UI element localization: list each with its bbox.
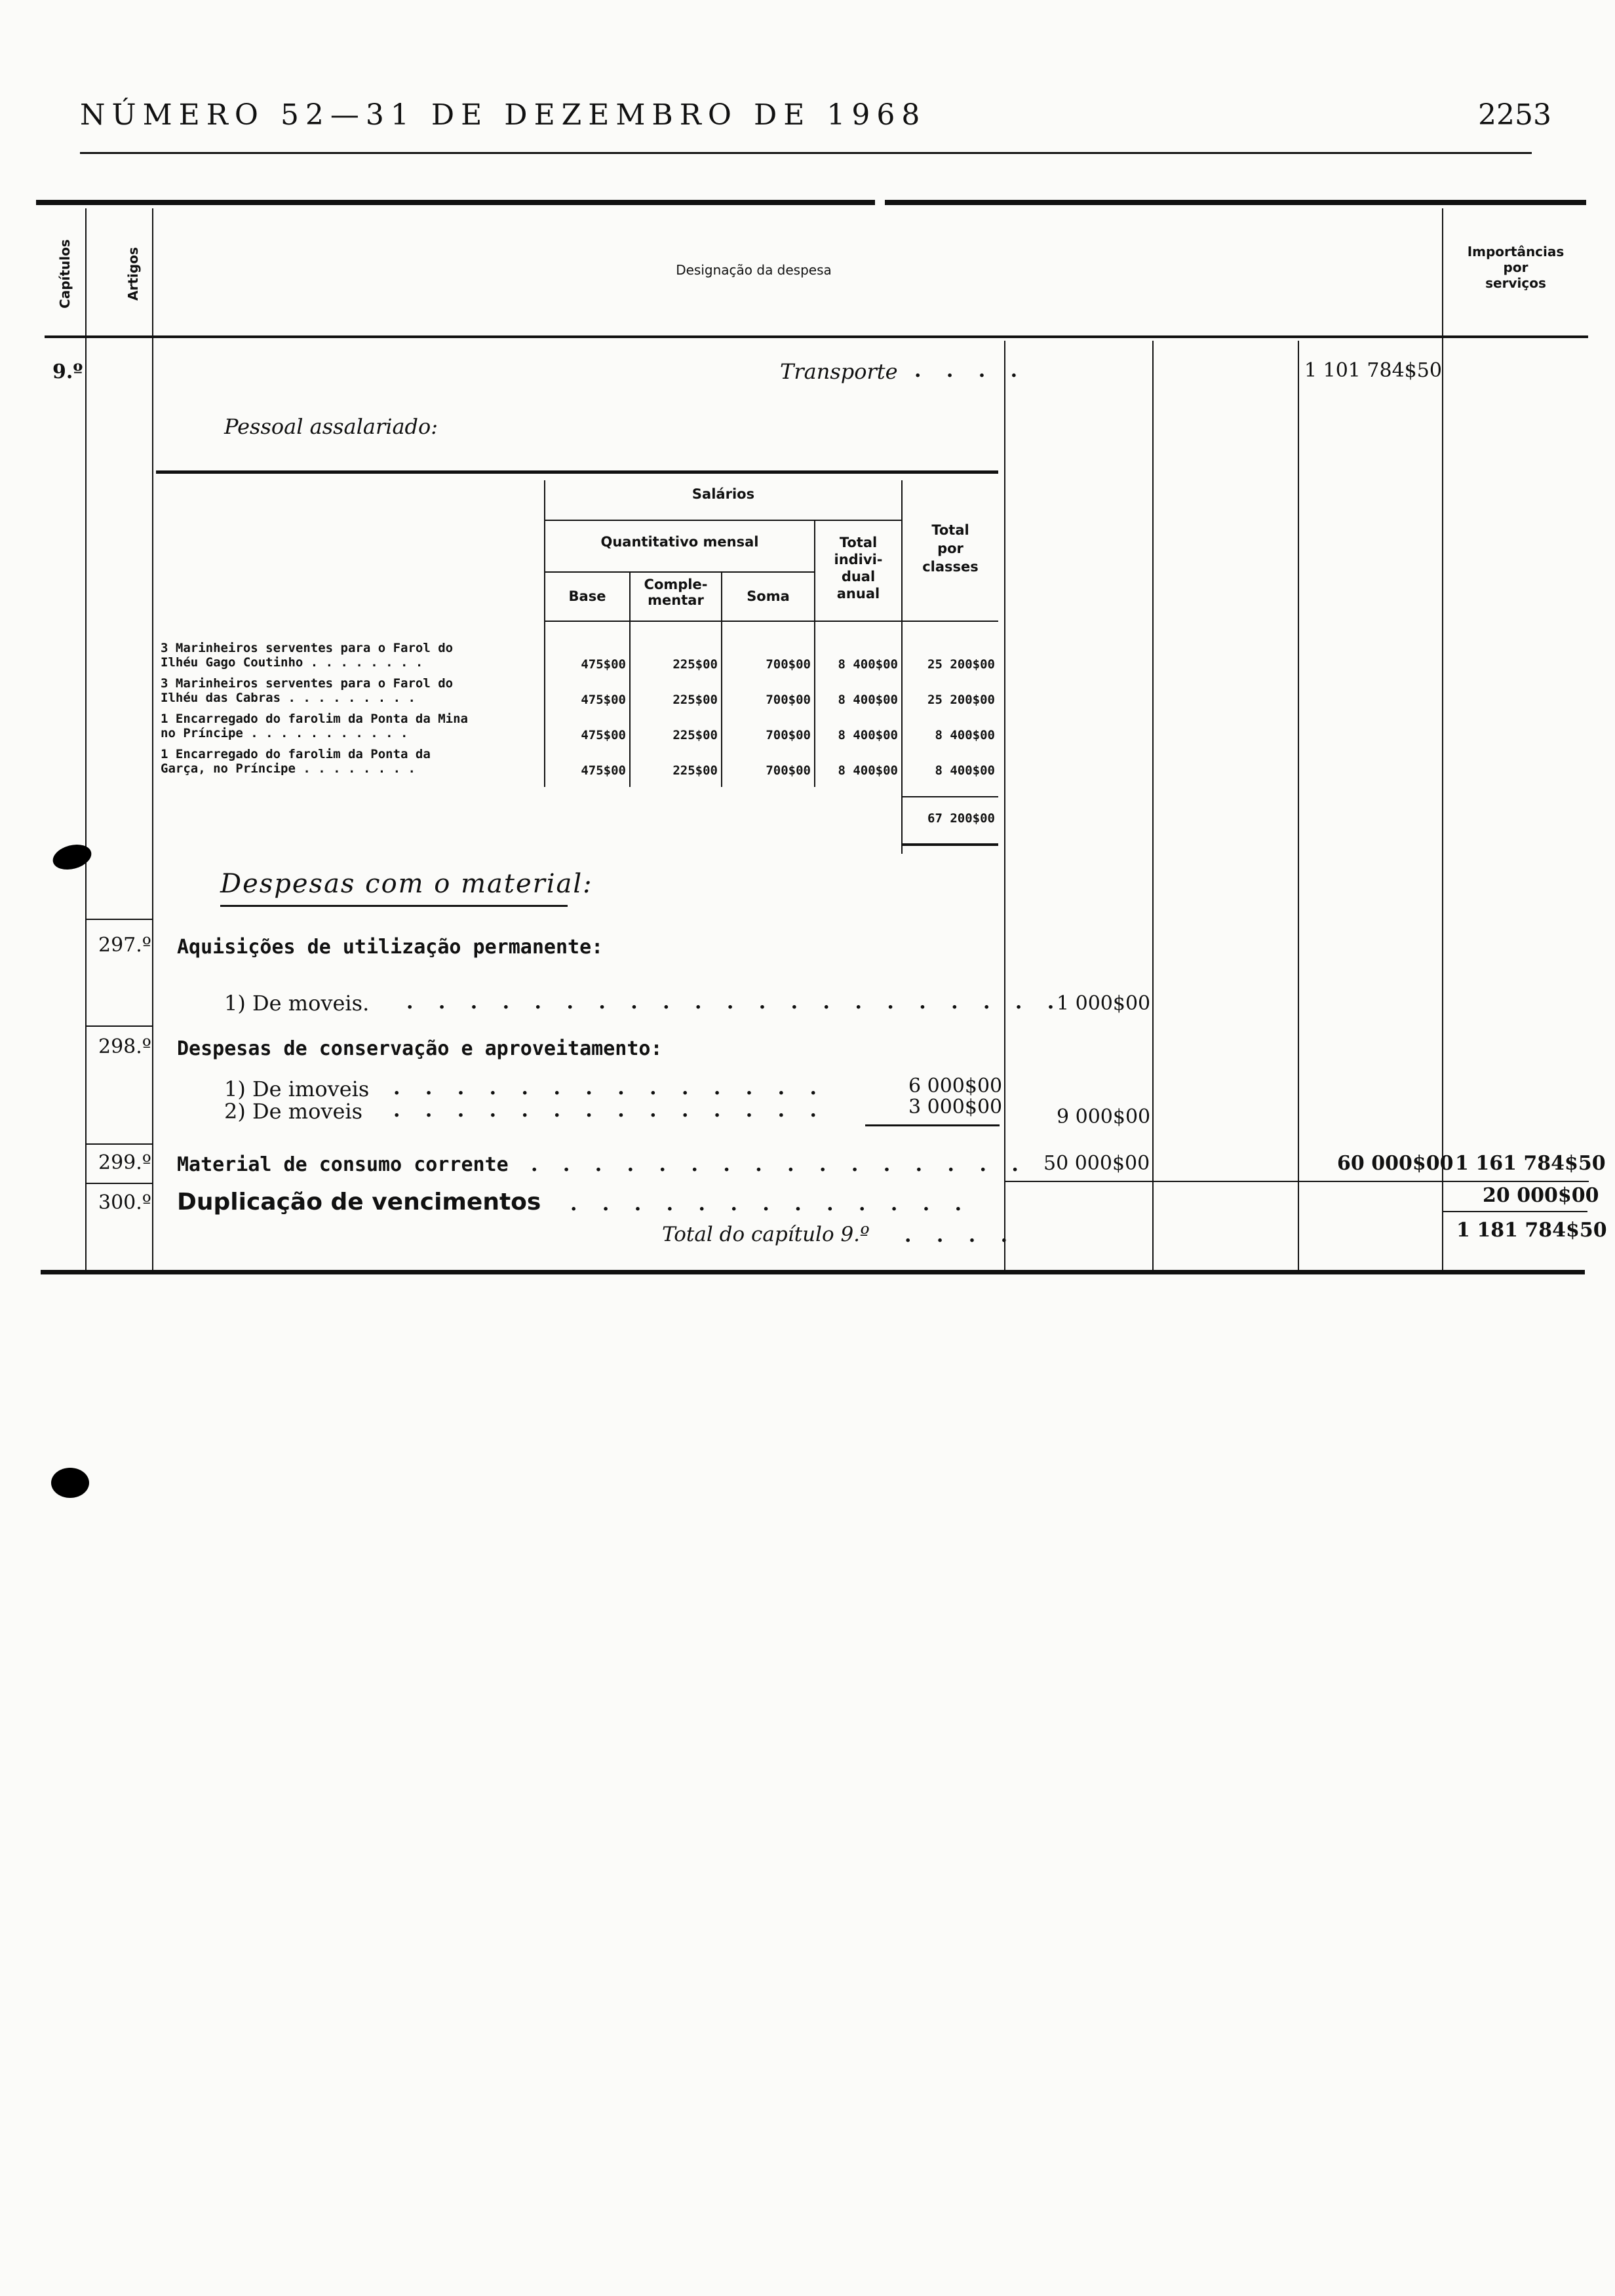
salary-row-2-anual: 8 400$00 (838, 693, 898, 707)
salary-row-3-anual: 8 400$00 (838, 728, 898, 742)
salary-hline-3 (545, 621, 998, 622)
pessoal-label: Pessoal assalariado: (224, 414, 438, 439)
art-298-total: 9 000$00 (1057, 1105, 1151, 1128)
art-299-subtotal: 60 000$00 (1337, 1152, 1454, 1175)
salary-row-2-soma: 700$00 (766, 693, 811, 707)
art-300-number: 300.º (98, 1191, 151, 1214)
art-297-number: 297.º (98, 934, 151, 957)
sep-298 (87, 1025, 152, 1027)
salary-vline-1 (544, 480, 545, 787)
complementar-header: Comple- mentar (644, 577, 708, 608)
art-297-1-label: 1) De moveis. (224, 991, 370, 1016)
salary-row-3-comp: 225$00 (672, 728, 718, 742)
total-capitulo-dots: . . . . (905, 1224, 1017, 1247)
salary-row-3-classes: 8 400$00 (935, 728, 995, 742)
art-298-1-value: 6 000$00 (908, 1075, 1003, 1098)
col-line-c (1298, 341, 1299, 1270)
transporte-value: 1 101 784$50 (1304, 359, 1442, 382)
salary-row-1-desc: 3 Marinheiros serventes para o Farol do Ilhéu Gago Coutinho . . . . . . . . (161, 641, 454, 670)
salary-total: 67 200$00 (927, 811, 995, 826)
art-300-title: Duplicação de vencimentos (177, 1189, 541, 1215)
salary-row-4-desc: 1 Encarregado do farolim da Ponta da Garça, no Príncipe . . . . . . . . (161, 747, 431, 776)
salary-row-4-classes: 8 400$00 (935, 763, 995, 778)
art-299-value: 50 000$00 (1043, 1152, 1150, 1175)
art-298-2-label: 2) De moveis (224, 1099, 363, 1124)
salary-row-3-desc: 1 Encarregado do farolim da Ponta da Mina no Príncipe . . . . . . . . . . . (161, 712, 468, 740)
base-header: Base (568, 588, 606, 604)
table-top-rule (36, 200, 875, 205)
sep-299 (87, 1143, 152, 1145)
header-importancias: Importâncias por serviços (1467, 244, 1565, 291)
art-298-underline (865, 1124, 1000, 1126)
sep-297 (87, 919, 152, 920)
art-299-number: 299.º (98, 1151, 151, 1174)
art-299-total: 1 161 784$50 (1455, 1152, 1606, 1175)
salary-row-3-soma: 700$00 (766, 728, 811, 742)
salary-table-top (156, 470, 998, 474)
art-299-dots: . . . . . . . . . . . . . . . . (531, 1153, 1028, 1176)
salary-row-2-desc: 3 Marinheiros serventes para o Farol do Ilhéu das Cabras . . . . . . . . . (161, 676, 454, 705)
art-298-2-dots: . . . . . . . . . . . . . . (393, 1099, 826, 1122)
salary-row-1-anual: 8 400$00 (838, 657, 898, 672)
total-classes-header: Total por classes (922, 522, 979, 575)
art-300-dots: . . . . . . . . . . . . . (570, 1193, 971, 1215)
ink-blot-2 (51, 1468, 89, 1498)
soma-header: Soma (747, 588, 790, 604)
chapter-number: 9.º (52, 360, 83, 383)
salary-row-2-comp: 225$00 (672, 693, 718, 707)
transporte-dots: . . . . (914, 359, 1027, 382)
col-line-importancias (1442, 208, 1443, 1270)
art-297-title: Aquisições de utilização permanente: (177, 936, 604, 959)
quantitativo-header: Quantitativo mensal (600, 534, 759, 550)
total-capitulo-label: Total do capítulo 9.º (662, 1223, 870, 1246)
despesas-material-underline (220, 905, 568, 907)
salary-row-4-base: 475$00 (581, 763, 626, 778)
salary-row-4-comp: 225$00 (672, 763, 718, 778)
art-298-1-label: 1) De imoveis (224, 1077, 370, 1101)
ink-blot-1 (50, 841, 94, 873)
art-298-1-dots: . . . . . . . . . . . . . . (393, 1077, 826, 1100)
salarios-header: Salários (691, 486, 755, 502)
page-number: 2253 (1478, 98, 1551, 132)
art-299-rule (1005, 1181, 1589, 1182)
total-individual-header: Total indivi- dual anual (834, 535, 883, 602)
art-297-1-value: 1 000$00 (1057, 992, 1151, 1015)
salary-row-1-base: 475$00 (581, 657, 626, 672)
art-300-total: 20 000$00 (1483, 1184, 1599, 1207)
col-line-a (1004, 341, 1005, 1270)
salary-row-1-classes: 25 200$00 (927, 657, 995, 672)
page-header-title: NÚMERO 52—31 DE DEZEMBRO DE 1968 (80, 98, 927, 132)
table-top-rule-right (885, 200, 1586, 205)
header-capitulos: Capítulos (56, 239, 73, 309)
header-bottom-rule (45, 335, 1588, 338)
salary-row-2-classes: 25 200$00 (927, 693, 995, 707)
salary-hline-2 (545, 571, 814, 573)
salary-row-4-anual: 8 400$00 (838, 763, 898, 778)
salary-row-3-base: 475$00 (581, 728, 626, 742)
salary-row-1-soma: 700$00 (766, 657, 811, 672)
header-rule (80, 152, 1532, 154)
art-297-1-dots: . . . . . . . . . . . . . . . . . . . . . (406, 991, 1064, 1014)
art-299-title: Material de consumo corrente (177, 1153, 509, 1176)
salary-total-underline (903, 843, 998, 846)
art-298-title: Despesas de conservação e aproveitamento: (177, 1037, 663, 1060)
col-line-artigos (152, 208, 153, 1270)
salary-row-4-soma: 700$00 (766, 763, 811, 778)
art-300-rule (1443, 1211, 1587, 1212)
salary-hline-1 (545, 520, 901, 521)
header-designacao: Designação da despesa (676, 262, 832, 278)
table-bottom-rule (41, 1270, 1585, 1274)
header-artigos: Artigos (125, 247, 141, 301)
sep-300 (87, 1183, 152, 1184)
despesas-material-heading: Despesas com o material: (220, 869, 593, 899)
total-capitulo-value: 1 181 784$50 (1456, 1219, 1607, 1242)
col-line-b (1152, 341, 1154, 1270)
salary-row-1-comp: 225$00 (672, 657, 718, 672)
col-line-capitulos (85, 208, 87, 1270)
art-298-number: 298.º (98, 1035, 151, 1058)
salary-total-rule (903, 796, 998, 797)
salary-row-2-base: 475$00 (581, 693, 626, 707)
art-298-2-value: 3 000$00 (908, 1096, 1003, 1119)
salary-vline-soma (721, 573, 722, 787)
transporte-label: Transporte (780, 359, 898, 384)
